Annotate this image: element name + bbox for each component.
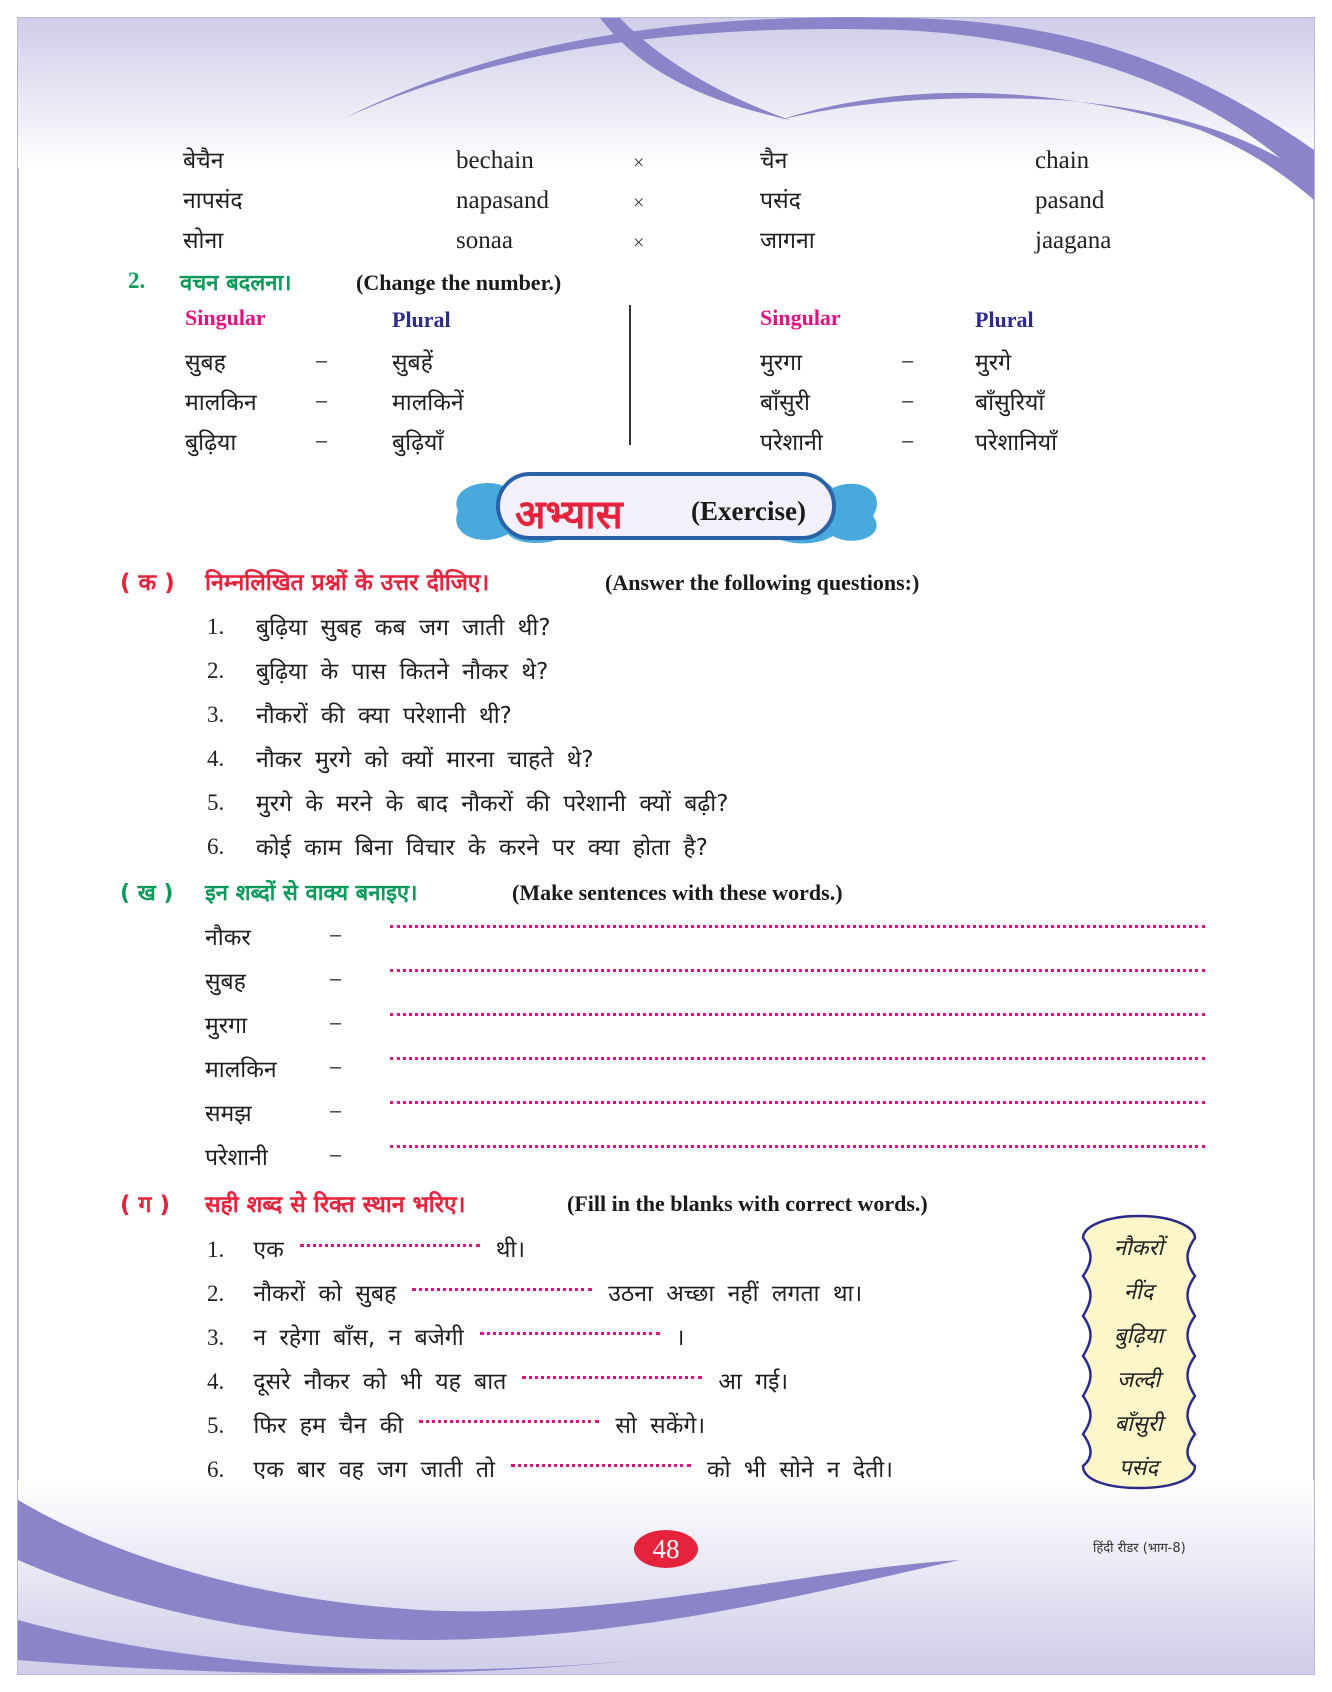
page-number: 48 <box>634 1530 698 1568</box>
item-number: 1. <box>207 1237 225 1262</box>
section-title-english: (Answer the following questions:) <box>605 570 920 595</box>
antonym-word-hindi: सोना <box>183 228 224 254</box>
question-text: बुढ़िया के पास कितने नौकर थे? <box>256 659 549 685</box>
banner-cloud-shape <box>448 466 884 548</box>
blank-sentence <box>207 1364 788 1396</box>
dash: – <box>902 350 914 372</box>
opposite-sign: × <box>633 152 645 174</box>
sentence-start: फिर हम चैन की <box>253 1413 404 1439</box>
answer-line[interactable] <box>390 1057 1205 1060</box>
sentence-end: को भी सोने न देती। <box>706 1457 893 1483</box>
section-title-english: (Change the number.) <box>356 270 562 295</box>
question-number: 1. <box>207 614 225 639</box>
dash: – <box>902 390 914 412</box>
dash: – <box>316 430 328 452</box>
book-title-footer: हिंदी रीडर (भाग-8) <box>1093 1541 1186 1556</box>
plural-word: परेशानियाँ <box>975 430 1058 456</box>
plural-word: बुढ़ियाँ <box>392 430 444 456</box>
blank-field[interactable] <box>480 1332 660 1335</box>
dash: – <box>330 1100 342 1122</box>
singular-word: बाँसुरी <box>760 390 811 416</box>
blank-field[interactable] <box>511 1464 691 1467</box>
antonym-opposite-roman: chain <box>1035 147 1090 174</box>
antonym-word-roman: bechain <box>456 147 534 174</box>
sentence-word: परेशानी <box>205 1145 268 1171</box>
blank-sentence <box>207 1320 684 1352</box>
sentence-end: । <box>675 1325 685 1351</box>
answer-line[interactable] <box>390 925 1205 928</box>
exercise-title-english: (Exercise) <box>691 496 806 526</box>
blank-sentence <box>207 1452 893 1484</box>
plural-word: सुबहें <box>392 350 433 376</box>
sentence-end: आ गई। <box>718 1369 789 1395</box>
dash: – <box>330 1012 342 1034</box>
blank-field[interactable] <box>300 1244 480 1247</box>
section-label: ( ग ) <box>120 1192 170 1218</box>
antonym-opposite-roman: jaagana <box>1035 227 1112 254</box>
section-label: ( ख ) <box>120 881 174 906</box>
blank-field[interactable] <box>412 1288 592 1291</box>
blank-field[interactable] <box>419 1420 599 1423</box>
word-bank-item: बुढ़िया <box>1113 1324 1164 1349</box>
blank-sentence <box>207 1276 862 1308</box>
sentence-start: नौकरों को सुबह <box>253 1281 397 1307</box>
plural-word: बाँसुरियाँ <box>975 390 1045 416</box>
question-text: बुढ़िया सुबह कब जग जाती थी? <box>256 615 551 641</box>
word-bank-item: नौकरों <box>1113 1236 1164 1261</box>
singular-word: मुरगा <box>760 350 803 376</box>
answer-line[interactable] <box>390 1145 1205 1148</box>
item-number: 6. <box>207 1457 225 1482</box>
section-title-hindi: निम्नलिखित प्रश्नों के उत्तर दीजिए। <box>205 570 490 596</box>
sentence-word: सुबह <box>205 969 246 995</box>
plural-word: मालकिनें <box>392 390 464 416</box>
question-number: 5. <box>207 790 225 815</box>
answer-line[interactable] <box>390 969 1205 972</box>
sentence-start: एक बार वह जग जाती तो <box>253 1457 495 1483</box>
singular-heading: Singular <box>185 305 266 330</box>
section-title-english: (Fill in the blanks with correct words.) <box>567 1191 928 1216</box>
sentence-end: सो सकेंगे। <box>615 1413 706 1439</box>
question-text: मुरगे के मरने के बाद नौकरों की परेशानी क्यों बढ़ी? <box>256 791 729 817</box>
antonym-opposite-roman: pasand <box>1035 187 1105 214</box>
question-text: नौकरों की क्या परेशानी थी? <box>256 703 512 729</box>
sentence-word: नौकर <box>205 925 251 951</box>
dash: – <box>330 968 342 990</box>
word-bank-item: नींद <box>1123 1280 1154 1305</box>
blank-sentence <box>207 1232 525 1264</box>
column-divider <box>629 305 631 445</box>
question-number: 6. <box>207 834 225 859</box>
singular-word: सुबह <box>185 350 226 376</box>
item-number: 3. <box>207 1325 225 1350</box>
word-bank <box>1076 1218 1201 1486</box>
section-title-english: (Make sentences with these words.) <box>512 880 843 905</box>
sentence-word: मालकिन <box>205 1057 277 1083</box>
dash: – <box>316 350 328 372</box>
question-text: नौकर मुरगे को क्यों मारना चाहते थे? <box>256 747 594 773</box>
exercise-title-hindi: अभ्यास <box>515 492 623 538</box>
sentence-word: मुरगा <box>205 1013 248 1039</box>
dash: – <box>316 390 328 412</box>
word-bank-item: बाँसुरी <box>1114 1412 1163 1437</box>
dash: – <box>330 1056 342 1078</box>
antonym-word-roman: sonaa <box>456 227 513 254</box>
section-label: ( क ) <box>120 570 175 596</box>
antonym-word-hindi: बेचैन <box>183 148 224 174</box>
sentence-start: दूसरे नौकर को भी यह बात <box>253 1369 507 1395</box>
antonym-word-hindi: नापसंद <box>183 188 243 214</box>
plural-heading: Plural <box>975 307 1034 332</box>
singular-heading: Singular <box>760 305 841 330</box>
antonym-opposite-hindi: जागना <box>760 228 815 254</box>
question-number: 2. <box>207 658 225 683</box>
plural-word: मुरगे <box>975 350 1012 376</box>
singular-word: बुढ़िया <box>185 430 237 456</box>
blank-sentence <box>207 1408 705 1440</box>
item-number: 4. <box>207 1369 225 1394</box>
antonym-opposite-hindi: चैन <box>760 148 788 174</box>
singular-word: परेशानी <box>760 430 823 456</box>
sentence-start: न रहेगा बाँस, न बजेगी <box>253 1325 464 1351</box>
sentence-word: समझ <box>205 1101 252 1127</box>
dash: – <box>330 924 342 946</box>
opposite-sign: × <box>633 232 645 254</box>
sentence-end: थी। <box>495 1237 526 1263</box>
section-title-hindi: सही शब्द से रिक्त स्थान भरिए। <box>205 1192 466 1218</box>
antonym-opposite-hindi: पसंद <box>760 188 801 214</box>
singular-word: मालकिन <box>185 390 257 416</box>
question-number: 4. <box>207 746 225 771</box>
answer-line[interactable] <box>390 1013 1205 1016</box>
sentence-end: उठना अच्छा नहीं लगता था। <box>608 1281 863 1307</box>
plural-heading: Plural <box>392 307 451 332</box>
section-title-hindi: इन शब्दों से वाक्य बनाइए। <box>205 881 418 906</box>
item-number: 5. <box>207 1413 225 1438</box>
answer-line[interactable] <box>390 1101 1205 1104</box>
section-title-hindi: वचन बदलना। <box>180 271 292 296</box>
word-bank-item: जल्दी <box>1116 1368 1161 1393</box>
item-number: 2. <box>207 1281 225 1306</box>
question-text: कोई काम बिना विचार के करने पर क्या होता है? <box>256 835 708 861</box>
word-bank-item: पसंद <box>1118 1456 1159 1481</box>
section-number: 2. <box>128 268 146 293</box>
antonym-word-roman: napasand <box>456 187 550 214</box>
dash: – <box>902 430 914 452</box>
sentence-start: एक <box>253 1237 284 1263</box>
opposite-sign: × <box>633 192 645 214</box>
blank-field[interactable] <box>522 1376 702 1379</box>
question-number: 3. <box>207 702 225 727</box>
dash: – <box>330 1144 342 1166</box>
